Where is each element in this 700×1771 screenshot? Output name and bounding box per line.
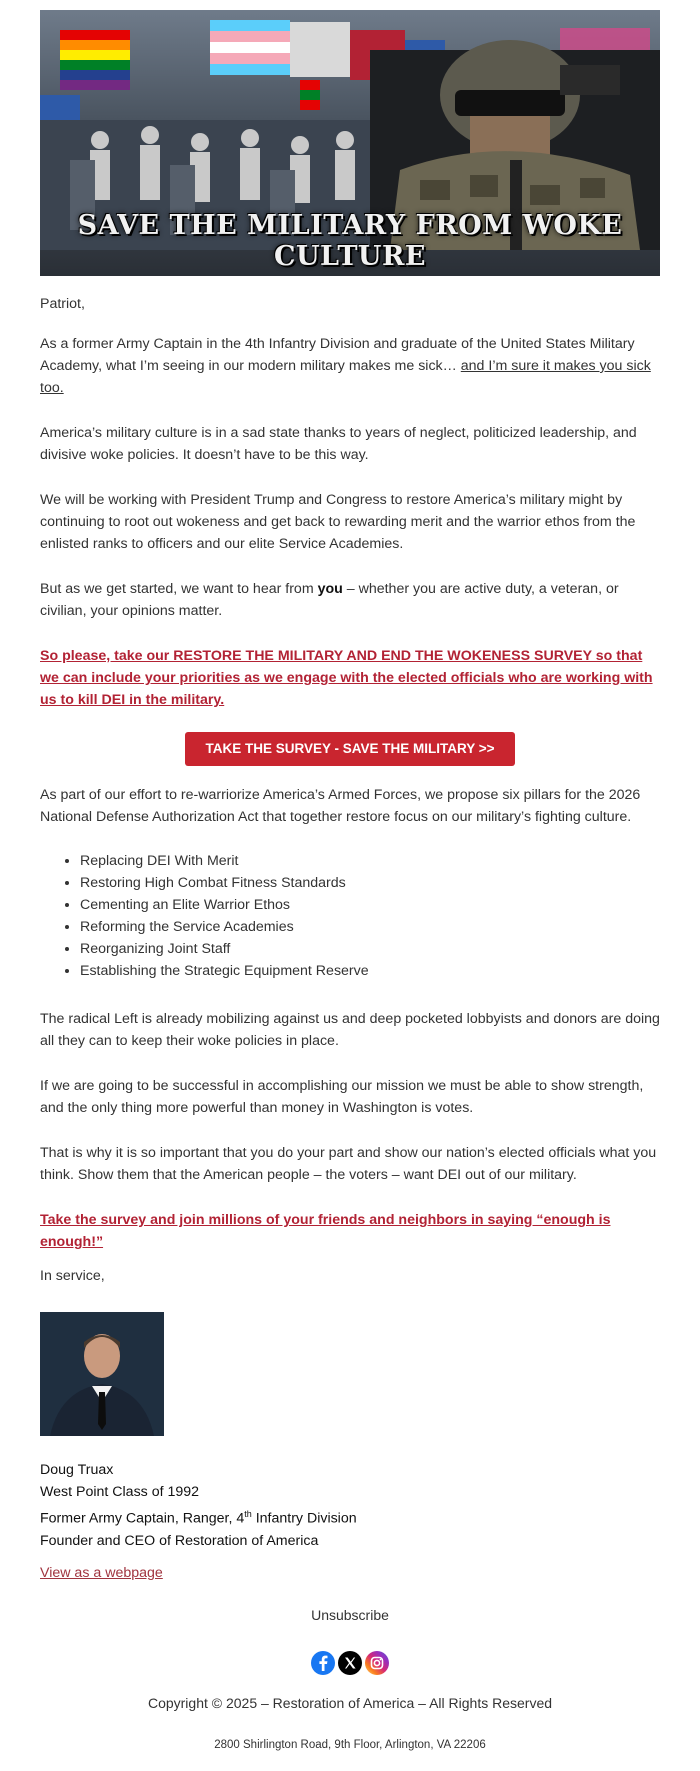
opinions-before: But as we get started, we want to hear from bbox=[40, 581, 318, 597]
hero-title: SAVE THE MILITARY FROM WOKE CULTURE bbox=[77, 210, 623, 272]
author-photo bbox=[40, 1312, 164, 1436]
paragraph-intro-text: As a former Army Captain in the 4th Infantry Division and graduate of the United States Military Academy, what I’m seeing in our modern military makes me sick… bbox=[40, 336, 635, 374]
signature-role: Founder and CEO of Restoration of America bbox=[40, 1532, 319, 1549]
hero-banner[interactable] bbox=[40, 10, 660, 276]
take-survey-button[interactable]: TAKE THE SURVEY - SAVE THE MILITARY >> bbox=[185, 732, 515, 766]
list-item: • Reforming the Service Academies bbox=[80, 916, 700, 938]
list-item: • Establishing the Strategic Equipment Reserve bbox=[80, 960, 700, 982]
list-item: • Replacing DEI With Merit bbox=[80, 850, 700, 872]
closing: In service, bbox=[40, 1268, 105, 1284]
paragraph-do-your-part: That is why it is so important that you do your part and show our nation’s elected officials what you think. Show them that the American people – the voters – want DEI out of our military. bbox=[40, 1145, 657, 1183]
paragraph-pillars-intro: As part of our effort to re-warriorize America’s Armed Forces, we propose six pillars for the 2026 National Defense Authorization Act that together restore focus on our military’s fighting culture. bbox=[40, 787, 641, 825]
survey-link[interactable]: So please, take our RESTORE THE MILITARY AND END THE WOKENESS SURVEY so that we can include your priorities as we engage with the elected officials who are working with us to kill DEI in the military. bbox=[40, 648, 653, 708]
facebook-icon[interactable] bbox=[311, 1651, 335, 1675]
signature-rank-sup: th bbox=[244, 1509, 252, 1519]
paragraph-radical-left: The radical Left is already mobilizing against us and deep pocketed lobbyists and donors are doing all they can to keep their woke policies in place. bbox=[40, 1011, 660, 1049]
signature-rank bbox=[40, 1503, 660, 1530]
copyright: Copyright © 2025 – Restoration of America – All Rights Reserved bbox=[147, 1695, 553, 1711]
signature-rank-text: Former Army Captain, Ranger, 4 bbox=[40, 1510, 245, 1527]
enough-link[interactable]: Take the survey and join millions of your friends and neighbors in saying “enough is enough!” bbox=[40, 1212, 611, 1250]
signature-block bbox=[40, 1459, 660, 1552]
greeting: Patriot, bbox=[40, 296, 85, 312]
opinions-after: – whether you are active duty, a veteran, or civilian, your opinions matter. bbox=[40, 581, 619, 619]
list-item: • Reorganizing Joint Staff bbox=[80, 938, 700, 960]
sick-too-link[interactable]: and I’m sure it makes you sick too. bbox=[40, 358, 651, 396]
unsubscribe-link[interactable]: Unsubscribe bbox=[311, 1607, 389, 1623]
opinions-bold: you bbox=[317, 581, 343, 597]
x-icon[interactable] bbox=[338, 1651, 362, 1675]
view-webpage-link[interactable]: View as a webpage bbox=[40, 1565, 163, 1581]
paragraph-opinions bbox=[40, 578, 660, 622]
enough-link-paragraph bbox=[40, 1209, 660, 1253]
paragraph-intro bbox=[40, 333, 660, 399]
survey-link-paragraph bbox=[40, 645, 660, 711]
instagram-icon[interactable] bbox=[365, 1651, 389, 1675]
paragraph-votes: If we are going to be successful in accomplishing our mission we must be able to show strength, and the only thing more powerful than money in Washington is votes. bbox=[40, 1078, 644, 1116]
paragraph-culture: America’s military culture is in a sad state thanks to years of neglect, politicized leadership, and divisive woke policies. It doesn’t have to be this way. bbox=[40, 425, 637, 463]
signature-rank-division: Infantry Division bbox=[251, 1510, 357, 1527]
address: 2800 Shirlington Road, 9th Floor, Arlington, VA 22206 bbox=[214, 1739, 486, 1751]
list-item: • Cementing an Elite Warrior Ethos bbox=[80, 894, 700, 916]
signature-class: West Point Class of 1992 bbox=[40, 1484, 200, 1500]
list-item: • Restoring High Combat Fitness Standards bbox=[80, 872, 700, 894]
signature-name: Doug Truax bbox=[40, 1462, 114, 1478]
paragraph-restore: We will be working with President Trump and Congress to restore America’s military might by continuing to root out wokeness and get back to rewarding merit and the warrior ethos from the enlisted ranks to officers and our elite Service Academies. bbox=[40, 492, 636, 552]
pillars-list bbox=[40, 850, 700, 982]
